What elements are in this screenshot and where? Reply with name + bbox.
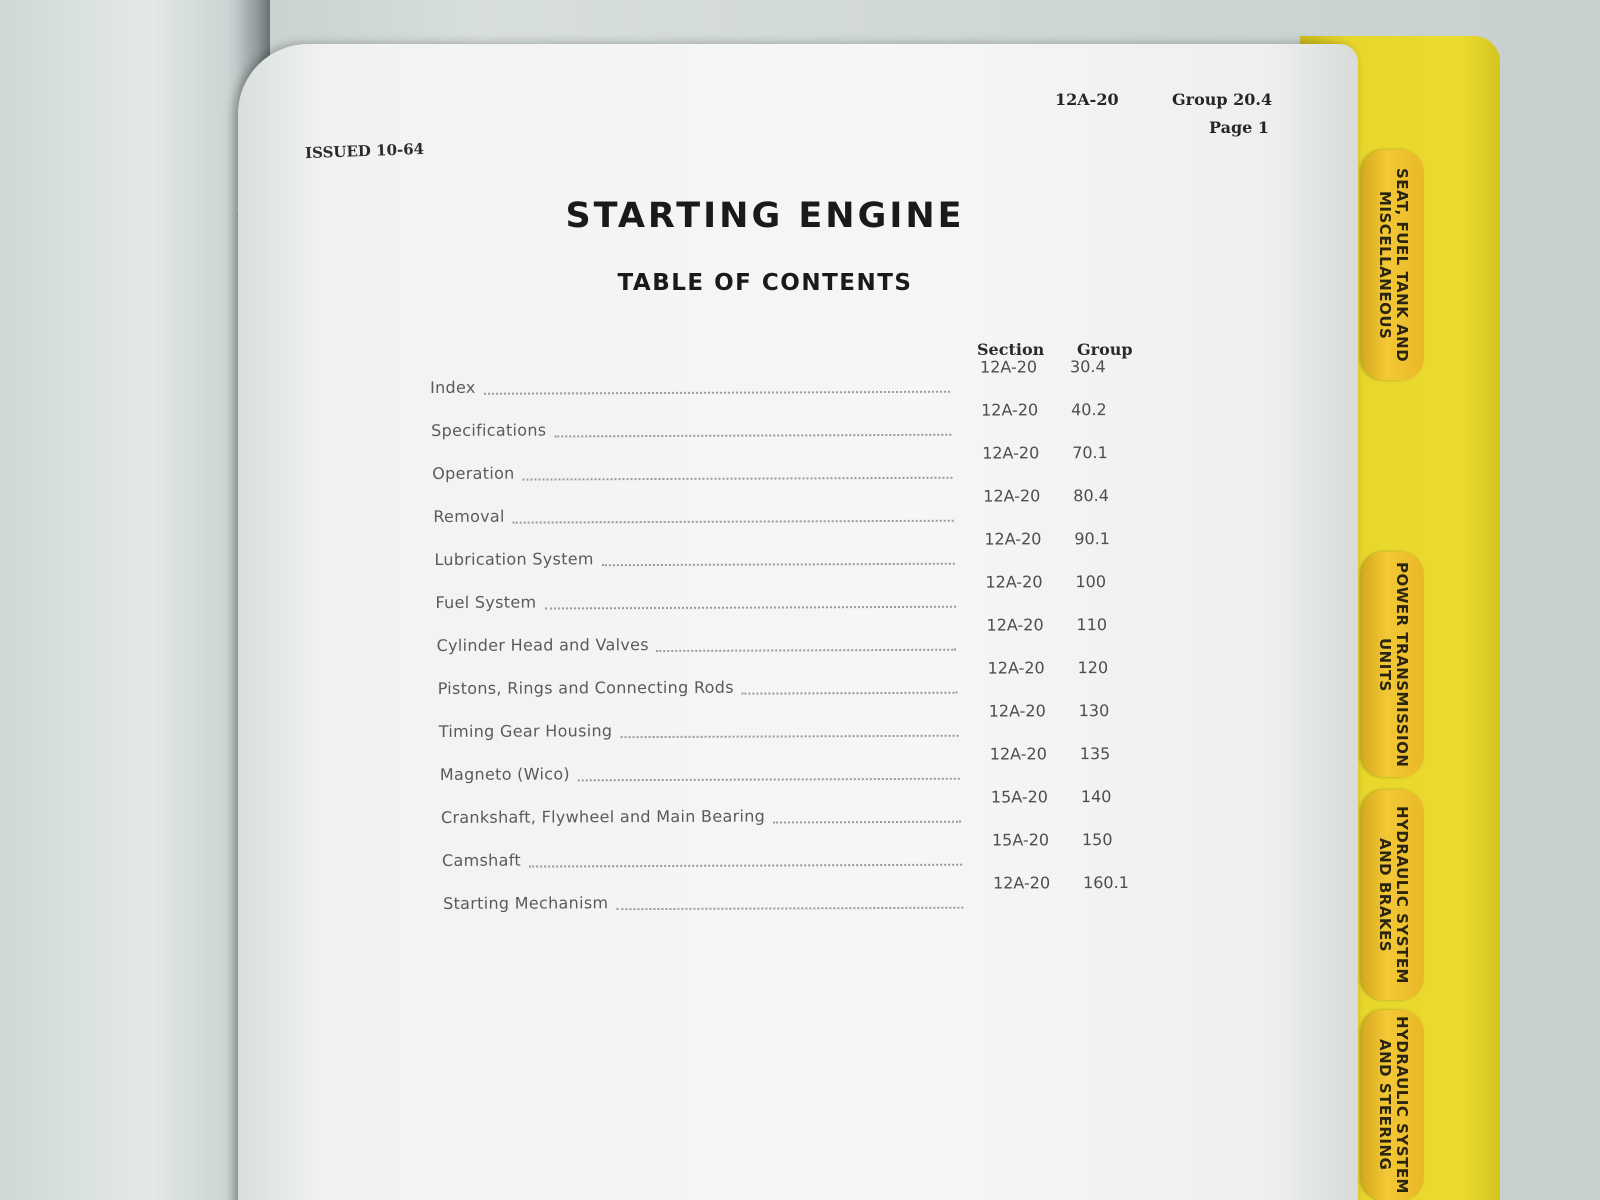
toc-row: [438, 701, 1159, 746]
toc-row: [440, 787, 1161, 832]
toc-group-number: 135: [1079, 744, 1111, 764]
tab-hydraulic-brakes[interactable]: [1362, 790, 1424, 1000]
dot-leader: [484, 391, 950, 395]
toc-item-label: Removal: [433, 506, 505, 526]
toc-row: [432, 443, 1152, 488]
toc-group-number: 110: [1076, 615, 1108, 635]
toc-row: [434, 529, 1154, 574]
toc-group-number: 100: [1075, 572, 1107, 592]
toc-group-number: 150: [1081, 830, 1113, 850]
header-group: Group 20.4: [1172, 90, 1273, 109]
toc-group-number: 80.4: [1073, 486, 1109, 506]
dot-leader: [554, 434, 951, 438]
toc-group-number: 30.4: [1069, 357, 1106, 377]
page-subtitle: TABLE OF CONTENTS: [617, 270, 913, 296]
column-header-group: Group: [1077, 340, 1133, 359]
toc-row: [437, 658, 1158, 703]
toc-group-number: 40.2: [1071, 400, 1107, 420]
dot-leader: [621, 735, 959, 738]
toc-item-label: Index: [430, 377, 476, 397]
toc-group-number: 70.1: [1072, 443, 1108, 463]
toc-item-label: Starting Mechanism: [443, 893, 609, 913]
toc-section-code: 12A-20: [989, 744, 1047, 764]
toc-section-code: 12A-20: [981, 400, 1039, 420]
toc-row: [433, 486, 1153, 531]
toc-row: [430, 357, 1150, 402]
dot-leader: [742, 692, 958, 695]
tab-label: HYDRAULIC SYSTEM AND STEERING: [1376, 1016, 1411, 1194]
tab-label: HYDRAULIC SYSTEM AND BRAKES: [1376, 806, 1411, 984]
toc-group-number: 140: [1080, 787, 1112, 807]
issued-date: ISSUED 10-64: [304, 139, 425, 163]
toc-section-code: 12A-20: [988, 701, 1046, 721]
toc-item-label: Camshaft: [441, 850, 521, 870]
toc-item-label: Pistons, Rings and Connecting Rods: [437, 677, 734, 698]
tab-label: POWER TRANSMISSION UNITS: [1376, 561, 1411, 768]
dot-leader: [601, 563, 954, 567]
toc-section-code: 12A-20: [984, 529, 1042, 549]
tab-power-transmission[interactable]: [1362, 552, 1424, 777]
toc-section-code: 15A-20: [990, 787, 1049, 807]
dot-leader: [529, 864, 962, 868]
toc-row: [443, 872, 1163, 918]
toc-item-label: Timing Gear Housing: [438, 721, 613, 741]
toc-group-number: 130: [1078, 701, 1110, 721]
toc-row: [436, 615, 1157, 660]
toc-group-number: 160.1: [1082, 872, 1129, 893]
dot-leader: [545, 606, 956, 610]
tab-seat-fuel-tank[interactable]: [1362, 150, 1424, 380]
toc-section-code: 12A-20: [979, 357, 1038, 377]
header-section-code: 12A-20: [1055, 90, 1119, 109]
toc-row: [435, 572, 1155, 617]
column-header-section: Section: [977, 340, 1045, 359]
toc-section-code: 12A-20: [983, 486, 1041, 506]
toc-section-code: 12A-20: [982, 443, 1040, 463]
dot-leader: [578, 778, 960, 782]
toc-item-label: Operation: [432, 463, 515, 483]
toc-item-label: Cylinder Head and Valves: [436, 635, 649, 655]
toc-section-code: 12A-20: [992, 873, 1051, 893]
toc-group-number: 90.1: [1074, 529, 1111, 549]
toc-section-code: 12A-20: [986, 615, 1044, 635]
toc-group-number: 120: [1077, 658, 1109, 678]
toc-section-code: 12A-20: [985, 572, 1043, 592]
toc-row: [439, 744, 1160, 789]
toc-item-label: Magneto (Wico): [439, 764, 570, 784]
toc-section-code: 12A-20: [987, 658, 1045, 678]
dot-leader: [773, 821, 961, 824]
dot-leader: [616, 907, 963, 911]
toc-item-label: Crankshaft, Flywheel and Main Bearing: [440, 806, 766, 827]
page-title: STARTING ENGINE: [565, 196, 965, 236]
toc-section-code: 15A-20: [991, 830, 1050, 850]
tab-hydraulic-steering[interactable]: [1362, 1010, 1424, 1200]
toc-item-label: Lubrication System: [434, 549, 594, 569]
toc-item-label: Specifications: [431, 420, 547, 440]
toc-item-label: Fuel System: [435, 592, 537, 612]
toc-row: [431, 400, 1151, 445]
toc-row: [441, 830, 1162, 875]
dot-leader: [522, 477, 952, 481]
dot-leader: [512, 520, 953, 524]
header-page: Page 1: [1209, 118, 1270, 137]
tab-label: SEAT, FUEL TANK AND MISCELLANEOUS: [1376, 167, 1411, 363]
dot-leader: [657, 649, 957, 652]
